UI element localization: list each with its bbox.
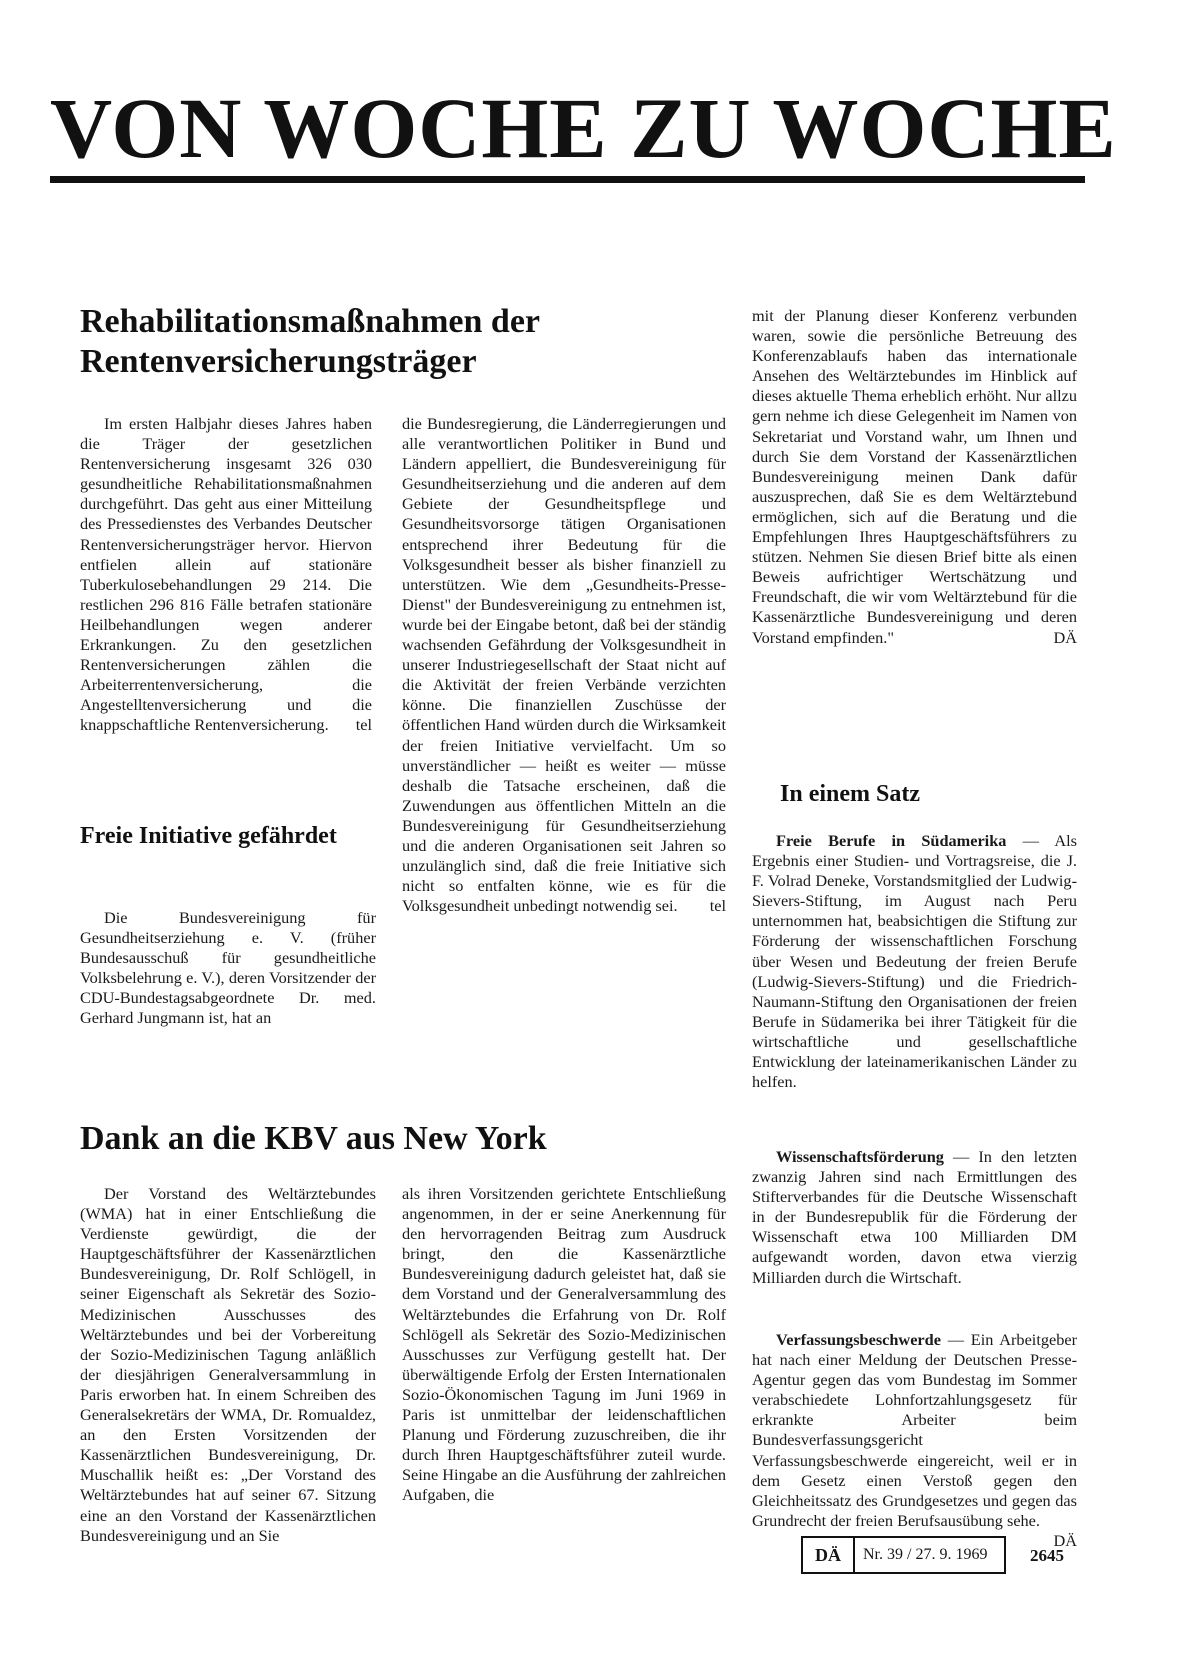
journal-logo: DÄ: [803, 1538, 855, 1572]
issue-info: Nr. 39 / 27. 9. 1969: [863, 1546, 988, 1563]
article-dank-text-3: mit der Planung dieser Konferenz verbunden waren, sowie die persönliche Betreuung des Konferenzablaufs haben das internationale Ansehen des Weltärztebundes im Hinblick auf dieses aktuelle Thema erheblich erhöht. Nur allzu gern nehme ich diese Gelegenheit im Namen von Sekretariat und Vorstand wahr, um Ihnen und durch Sie dem Vorstand der Kassenärztlichen Bundesvereinigung meinen Dank dafür auszusprechen, daß Sie es dem Weltärztebund ermöglichen, sich auf die Beratung und die Empfehlungen Ihres Hauptgeschäftsführers zu stützen. Nehmen Sie diesen Brief bitte als einen Beweis aufrichtiger Wertschätzung und Freundschaft, die wir vom Weltärztebund für die Kassenärztliche Bundesvereinigung und deren Vorstand empfinden.": [752, 306, 1077, 647]
article-dank-column-1: [80, 1184, 376, 1546]
headline-rehabilitation: Rehabilitationsmaßnahmen der Rentenversicherungsträger: [80, 303, 540, 380]
footer-issue-box: [801, 1536, 1006, 1574]
page-number: 2645: [1030, 1546, 1064, 1565]
article-dank-column-3: [752, 306, 1077, 648]
satz-item-text: — Ein Arbeitgeber hat nach einer Meldung der Deutschen Presse-Agentur gegen das vom Bundestag im Sommer verabschiedete Lohnfortzahlungsgesetz für erkrankte Arbeiter beim Bundesverfassungsgericht Verfassungsbeschwerde eingereicht, weil er in dem Gesetz einen Verstoß gegen den Gleichheitssatz des Grundgesetzes und gegen das Grundrecht der freien Berufsausübung sehe.: [752, 1330, 1077, 1530]
article-rehabilitation-signature: tel: [355, 715, 372, 735]
article-freie-initiative-signature: tel: [709, 896, 726, 916]
article-freie-initiative-text-1: Die Bundesvereinigung für Gesundheitserziehung e. V. (früher Bundesausschuß für gesundheitliche Volksbelehrung e. V.), deren Vorsitzender der CDU-Bundestagsabgeordnete Dr. med. Gerhard Jungmann ist, hat an: [80, 908, 376, 1028]
satz-item-verfassungsbeschwerde: [752, 1330, 1077, 1551]
satz-item-wissenschaftsfoerderung: [752, 1147, 1077, 1288]
headline-freie-initiative: Freie Initiative gefährdet: [80, 823, 337, 849]
article-dank-text-2: als ihren Vorsitzenden gerichtete Entschließung angenommen, in der er seine Anerkennung für den hervorragenden Beitrag zum Ausdruck bringt, den die Kassenärztliche Bundesvereinigung dadurch geleistet hat, daß sie dem Vorstand und der Generalversammlung des Weltärztebundes die Erfahrung von Dr. Rolf Schlögell als Sekretär des Sozio-Medizinischen Ausschusses zur Verfügung gestellt hat. Der überwältigende Erfolg der Ersten Internationalen Sozio-Ökonomischen Tagung im Juni 1969 in Paris ist unmittelbar der leidenschaftlichen Planung und Förderung zuzuschreiben, die ihr durch Ihren Hauptgeschäftsführer zuteil wurde. Seine Hingabe an die Ausführung der zahlreichen Aufgaben, die: [402, 1184, 726, 1505]
satz-item-lead: Freie Berufe in Südamerika: [776, 831, 1007, 850]
masthead-rule: [50, 176, 1085, 183]
satz-item-lead: Verfassungsbeschwerde: [776, 1330, 941, 1349]
satz-signature: DÄ: [1053, 1530, 1077, 1550]
satz-item-freie-berufe: [752, 831, 1077, 1092]
article-dank-signature: DÄ: [1053, 627, 1077, 647]
satz-item-text: — In den letzten zwanzig Jahren sind nach Ermittlungen des Stifterverbandes für die Deutsche Wissenschaft in der Bundesrepublik für die Förderung der Wissenschaft etwa 100 Milliarden DM aufgewandt worden, davon etwa vierzig Milliarden durch die Wirtschaft.: [752, 1147, 1077, 1287]
article-dank-text-1: Der Vorstand des Weltärztebundes (WMA) hat in einer Entschließung die Verdienste gewürdigt, die der Hauptgeschäftsführer der Kassenärztlichen Bundesvereinigung, Dr. Rolf Schlögell, in seiner Eigenschaft als Sekretär des Sozio-Medizinischen Ausschusses des Weltärztebundes und bei der Vorbereitung der Sozio-Medizinischen Tagung anläßlich der diesjährigen Generalversammlung in Paris erworben hat. In einem Schreiben des Generalsekretärs der WMA, Dr. Romualdez, an den Ersten Vorsitzenden der Kassenärztlichen Bundesvereinigung, Dr. Muschallik heißt es: „Der Vorstand des Weltärztebundes hat auf seiner 67. Sitzung eine an den Vorstand der Kassenärztlichen Bundesvereinigung und an Sie: [80, 1184, 376, 1545]
article-freie-initiative-column-2: [402, 414, 726, 916]
article-freie-initiative-text-2: die Bundesregierung, die Länderregierungen und alle verantwortlichen Politiker in Bund und Ländern appelliert, die Bundesvereinigung für Gesundheitserziehung und die anderen auf dem Gebiete der Gesundheitspflege und Gesundheitsvorsorge tätigen Organisationen entsprechend ihrer Bedeutung für die Volksgesundheit besser als bisher finanziell zu unterstützen. Wie dem „Gesundheits-Presse-Dienst" der Bundesvereinigung zu entnehmen ist, wurde bei der Eingabe betont, daß bei der ständig wachsenden Gefährdung der Volksgesundheit in unserer Industriegesellschaft der Staat nicht auf die Aktivität der freien Verbände verzichten könne. Die finanziellen Zuschüsse der öffentlichen Hand würden durch die Wirksamkeit der freien Initiative vervielfacht. Um so unverständlicher — heißt es weiter — müsse deshalb die Tatsache erscheinen, daß die Zuwendungen aus öffentlichen Mitteln an die Bundesvereinigung für Gesundheitserziehung und die anderen Organisationen seit Jahren so unzulänglich sind, daß die freie Initiative sich nicht so entfalten könne, wie es für die Volksgesundheit unbedingt notwendig sei.: [402, 414, 726, 916]
masthead-title: VON WOCHE ZU WOCHE: [50, 80, 1117, 176]
article-rehabilitation-text: Im ersten Halbjahr dieses Jahres haben die Träger der gesetzlichen Rentenversicherung insgesamt 326 030 gesundheitliche Rehabilitationsmaßnahmen durchgeführt. Das geht aus einer Mitteilung des Pressedienstes des Verbandes Deutscher Rentenversicherungsträger hervor. Hiervon entfielen allein auf stationäre Tuberkulosebehandlungen 29 214. Die restlichen 296 816 Fälle betrafen stationäre Heilbehandlungen wegen anderer Erkrankungen. Zu den gesetzlichen Rentenversicherungen zählen die Arbeiterrentenversicherung, die Angestelltenversicherung und die knappschaftliche Rentenversicherung.: [80, 414, 372, 735]
headline-dank-kbv: Dank an die KBV aus New York: [80, 1120, 547, 1157]
headline-in-einem-satz: In einem Satz: [780, 781, 920, 807]
article-dank-column-2: [402, 1184, 726, 1506]
satz-item-lead: Wissenschaftsförderung: [776, 1147, 944, 1166]
article-freie-initiative-column-1: [80, 908, 376, 1029]
satz-item-text: — Als Ergebnis einer Studien- und Vortragsreise, die J. F. Volrad Deneke, Vorstandsmitglied der Ludwig-Sievers-Stiftung, im August nach Peru unternommen hat, beabsichtigen die Stiftung zur Förderung der wissenschaftlichen Forschung über Wesen und Bedeutung der freien Berufe (Ludwig-Sievers-Stiftung) und die Friedrich-Naumann-Stiftung den Organisationen der freien Berufe in Südamerika bei ihrer Tätigkeit für die wirtschaftliche und gesellschaftliche Entwicklung der lateinamerikanischen Länder zu helfen.: [752, 831, 1078, 1092]
article-rehabilitation-column: [80, 414, 372, 736]
